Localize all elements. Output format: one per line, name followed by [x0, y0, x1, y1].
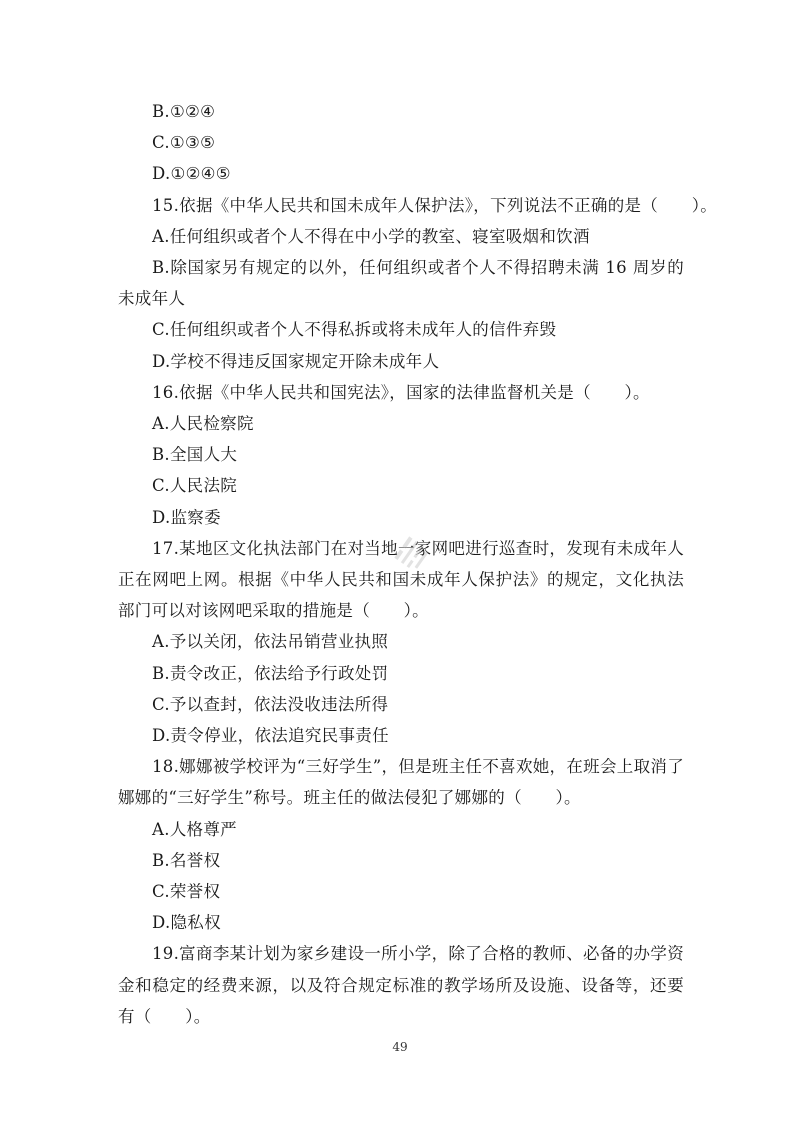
q18-option-a: A.人格尊严 [152, 819, 237, 839]
option-c-line: C.①③⑤ [152, 133, 216, 153]
q17-option-a: A.予以关闭，依法吊销营业执照 [152, 632, 389, 652]
q18-option-b: B.名誉权 [152, 850, 221, 870]
q15-option-d: D.学校不得违反国家规定开除未成年人 [152, 351, 440, 371]
q18-option-c: C.荣誉权 [152, 882, 221, 902]
question-15: 15.依据《中华人民共和国未成年人保护法》，下列说法不正确的是（ ）。 [152, 195, 718, 215]
question-16: 16.依据《中华人民共和国宪法》，国家的法律监督机关是（ ）。 [152, 382, 650, 402]
option-d-line: D.①②④⑤ [152, 164, 231, 184]
question-19: 19.富商李某计划为家乡建设一所小学，除了合格的教师、必备的办学资金和稳定的经费来源，以及符合规定标准的教学场所及设施、设备等，还要有（ ）。 [118, 944, 684, 1026]
question-18: 18.娜娜被学校评为“三好学生”，但是班主任不喜欢她，在班会上取消了娜娜的“三好学生”称号。班主任的做法侵犯了娜娜的（ ）。 [118, 757, 684, 808]
q17-option-d: D.责令停业，依法追究民事责任 [152, 726, 389, 746]
q18-option-d: D.隐私权 [152, 913, 221, 933]
q15-option-a: A.任何组织或者个人不得在中小学的教室、寝室吸烟和饮酒 [152, 226, 590, 246]
q16-option-a: A.人民检察院 [152, 414, 254, 434]
q17-option-b: B.责令改正，依法给予行政处罚 [152, 663, 389, 683]
q16-option-c: C.人民法院 [152, 476, 238, 496]
question-17: 17.某地区文化执法部门在对当地一家网吧进行巡查时，发现有未成年人正在网吧上网。根据《中华人民共和国未成年人保护法》的规定，文化执法部门可以对该网吧采取的措施是（ ）。 [118, 538, 684, 621]
q15-option-c: C.任何组织或者个人不得私拆或将未成年人的信件弃毁 [152, 320, 557, 340]
q16-option-b: B.全国人大 [152, 445, 238, 465]
option-b-line: B.①②④ [152, 102, 216, 121]
page-number: 49 [392, 1040, 408, 1054]
q17-option-c: C.予以查封，依法没收违法所得 [152, 694, 389, 714]
q15-option-b: B.除国家另有规定的以外，任何组织或者个人不得招聘未满 16 周岁的未成年人 [118, 258, 684, 309]
q16-option-d: D.监察委 [152, 507, 221, 527]
